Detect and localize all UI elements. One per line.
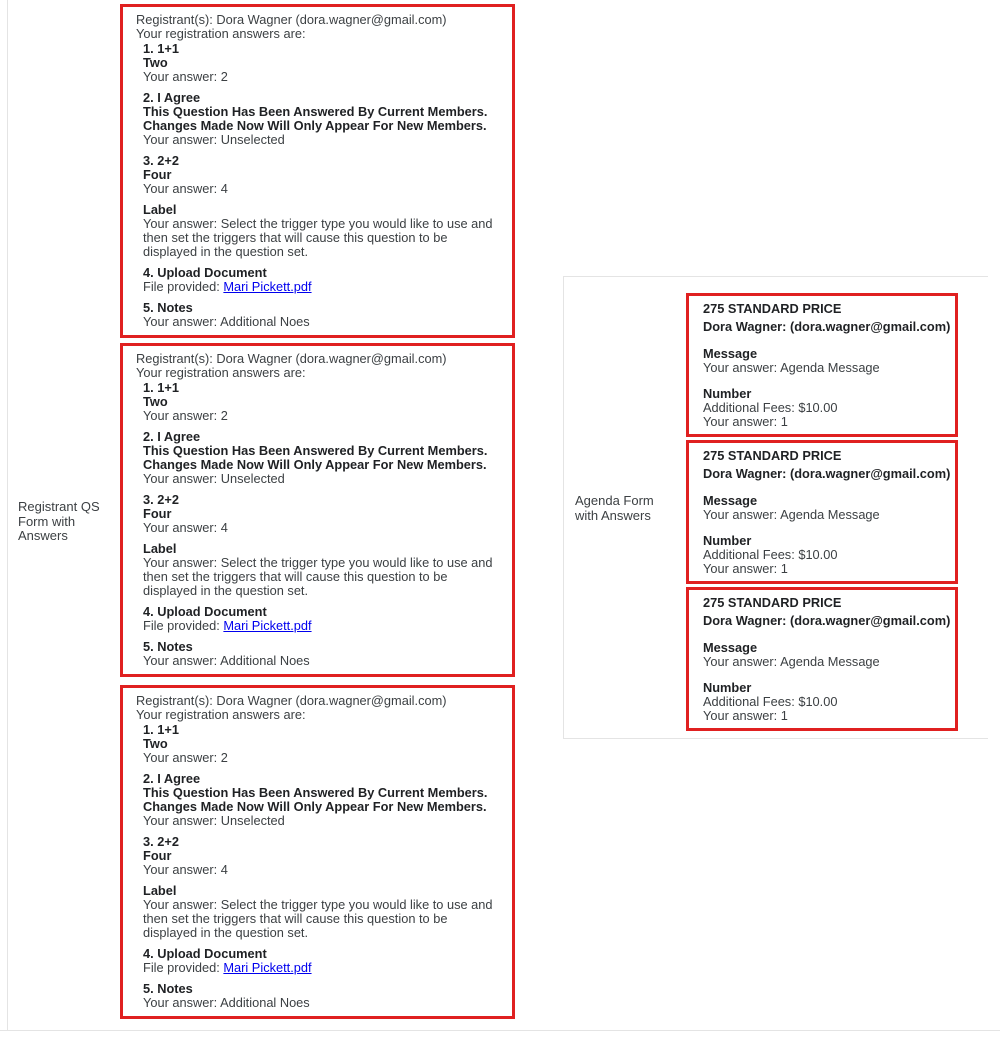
question-subtitle: Two [143,394,168,409]
section-fees: Additional Fees: $10.00 [703,694,838,709]
question-block [143,835,504,877]
agenda-section [703,681,951,723]
question-title: 5. Notes [143,300,193,315]
file-provided-label: File provided: [143,279,224,294]
price-header: 275 STANDARD PRICE [703,301,842,316]
agenda-answers-box [686,587,958,731]
uploaded-file-link[interactable]: Mari Pickett.pdf [223,960,312,975]
question-answer: Your answer: 4 [143,520,228,535]
question-subtitle: Four [143,848,172,863]
question-subtitle: Four [143,167,172,182]
section-answer: Your answer: 1 [703,414,788,429]
question-answer: Your answer: Select the trigger type you would like to use and then set the triggers that will cause this question to be displayed in the question set. [143,897,493,940]
question-title: 1. 1+1 [143,380,179,395]
question-title: Label [143,202,177,217]
question-subtitle: Four [143,506,172,521]
question-block [143,91,504,147]
question-subtitle: This Question Has Been Answered By Current Members. Changes Made Now Will Only Appear For New Members. [143,104,488,133]
row-label-registrant-qs-form: Registrant QS Form with Answers [18,499,100,543]
question-block [143,42,504,84]
question-title: 2. I Agree [143,771,201,786]
question-answer: Your answer: 2 [143,69,228,84]
section-answer: Your answer: Agenda Message [703,507,880,522]
agenda-answers-box [686,293,958,437]
question-answer: Your answer: Unselected [143,813,285,828]
question-block [143,884,504,940]
question-title: 4. Upload Document [143,265,267,280]
question-title: 4. Upload Document [143,946,267,961]
uploaded-file-link[interactable]: Mari Pickett.pdf [223,279,312,294]
question-block [143,301,504,329]
question-block [143,203,504,259]
registration-answers-intro: Your registration answers are: [136,26,306,41]
question-answer: Your answer: Additional Noes [143,653,310,668]
question-title: 4. Upload Document [143,604,267,619]
section-answer: Your answer: Agenda Message [703,360,880,375]
question-answer: Your answer: 2 [143,750,228,765]
registrant-header: Dora Wagner: (dora.wagner@gmail.com) [703,613,951,628]
question-answer: Your answer: Select the trigger type you would like to use and then set the triggers that will cause this question to be displayed in the question set. [143,555,493,598]
question-answer: Your answer: 4 [143,862,228,877]
section-answer: Your answer: 1 [703,561,788,576]
section-fees: Additional Fees: $10.00 [703,400,838,415]
row-label-agenda-form: Agenda Form with Answers [575,493,654,523]
question-block [143,772,504,828]
question-title: 5. Notes [143,639,193,654]
file-provided-label: File provided: [143,618,224,633]
section-title: Message [703,493,758,508]
question-block [143,154,504,196]
agenda-cell-border-bottom [563,738,988,739]
registrant-header: Dora Wagner: (dora.wagner@gmail.com) [703,319,951,334]
question-answer: Your answer: 2 [143,408,228,423]
question-title: 5. Notes [143,981,193,996]
question-block [143,947,504,975]
registrant-answers-box [120,4,515,338]
question-title: 3. 2+2 [143,153,179,168]
question-block [143,982,504,1010]
file-provided-line [143,961,504,975]
agenda-cell-border-left [563,276,564,738]
question-title: 3. 2+2 [143,492,179,507]
question-answer: Your answer: Unselected [143,471,285,486]
section-title: Number [703,680,752,695]
section-title: Message [703,640,758,655]
question-title: 1. 1+1 [143,41,179,56]
section-answer: Your answer: 1 [703,708,788,723]
registrant-answers-box [120,343,515,677]
registrant-answers-box [120,685,515,1019]
agenda-section [703,494,951,522]
left-cell-border [7,0,8,1030]
question-block [143,381,504,423]
registrant-header: Dora Wagner: (dora.wagner@gmail.com) [703,466,951,481]
question-answer: Your answer: Select the trigger type you would like to use and then set the triggers that will cause this question to be displayed in the question set. [143,216,493,259]
question-answer: Your answer: Additional Noes [143,995,310,1010]
file-provided-line [143,280,504,294]
section-title: Number [703,533,752,548]
registration-answers-intro: Your registration answers are: [136,365,306,380]
registrants-line: Registrant(s): Dora Wagner (dora.wagner@gmail.com) [136,693,447,708]
section-answer: Your answer: Agenda Message [703,654,880,669]
price-header: 275 STANDARD PRICE [703,595,842,610]
agenda-answers-box [686,440,958,584]
price-header: 275 STANDARD PRICE [703,448,842,463]
question-title: 3. 2+2 [143,834,179,849]
agenda-section [703,387,951,429]
agenda-cell-border-top [563,276,988,277]
section-title: Number [703,386,752,401]
file-provided-line [143,619,504,633]
bottom-row-border [0,1030,1000,1031]
section-title: Message [703,346,758,361]
question-title: Label [143,541,177,556]
agenda-section [703,347,951,375]
registrants-line: Registrant(s): Dora Wagner (dora.wagner@gmail.com) [136,351,447,366]
registrants-line: Registrant(s): Dora Wagner (dora.wagner@gmail.com) [136,12,447,27]
question-block [143,605,504,633]
file-provided-label: File provided: [143,960,224,975]
question-block [143,640,504,668]
registration-answers-intro: Your registration answers are: [136,707,306,722]
question-block [143,723,504,765]
question-block [143,542,504,598]
question-block [143,493,504,535]
agenda-section [703,641,951,669]
question-subtitle: Two [143,736,168,751]
question-title: 2. I Agree [143,429,201,444]
question-subtitle: Two [143,55,168,70]
section-fees: Additional Fees: $10.00 [703,547,838,562]
question-block [143,430,504,486]
question-answer: Your answer: Additional Noes [143,314,310,329]
question-subtitle: This Question Has Been Answered By Current Members. Changes Made Now Will Only Appear For New Members. [143,443,488,472]
question-title: 2. I Agree [143,90,201,105]
question-block [143,266,504,294]
question-answer: Your answer: 4 [143,181,228,196]
uploaded-file-link[interactable]: Mari Pickett.pdf [223,618,312,633]
agenda-section [703,534,951,576]
question-title: 1. 1+1 [143,722,179,737]
question-title: Label [143,883,177,898]
question-answer: Your answer: Unselected [143,132,285,147]
question-subtitle: This Question Has Been Answered By Current Members. Changes Made Now Will Only Appear For New Members. [143,785,488,814]
